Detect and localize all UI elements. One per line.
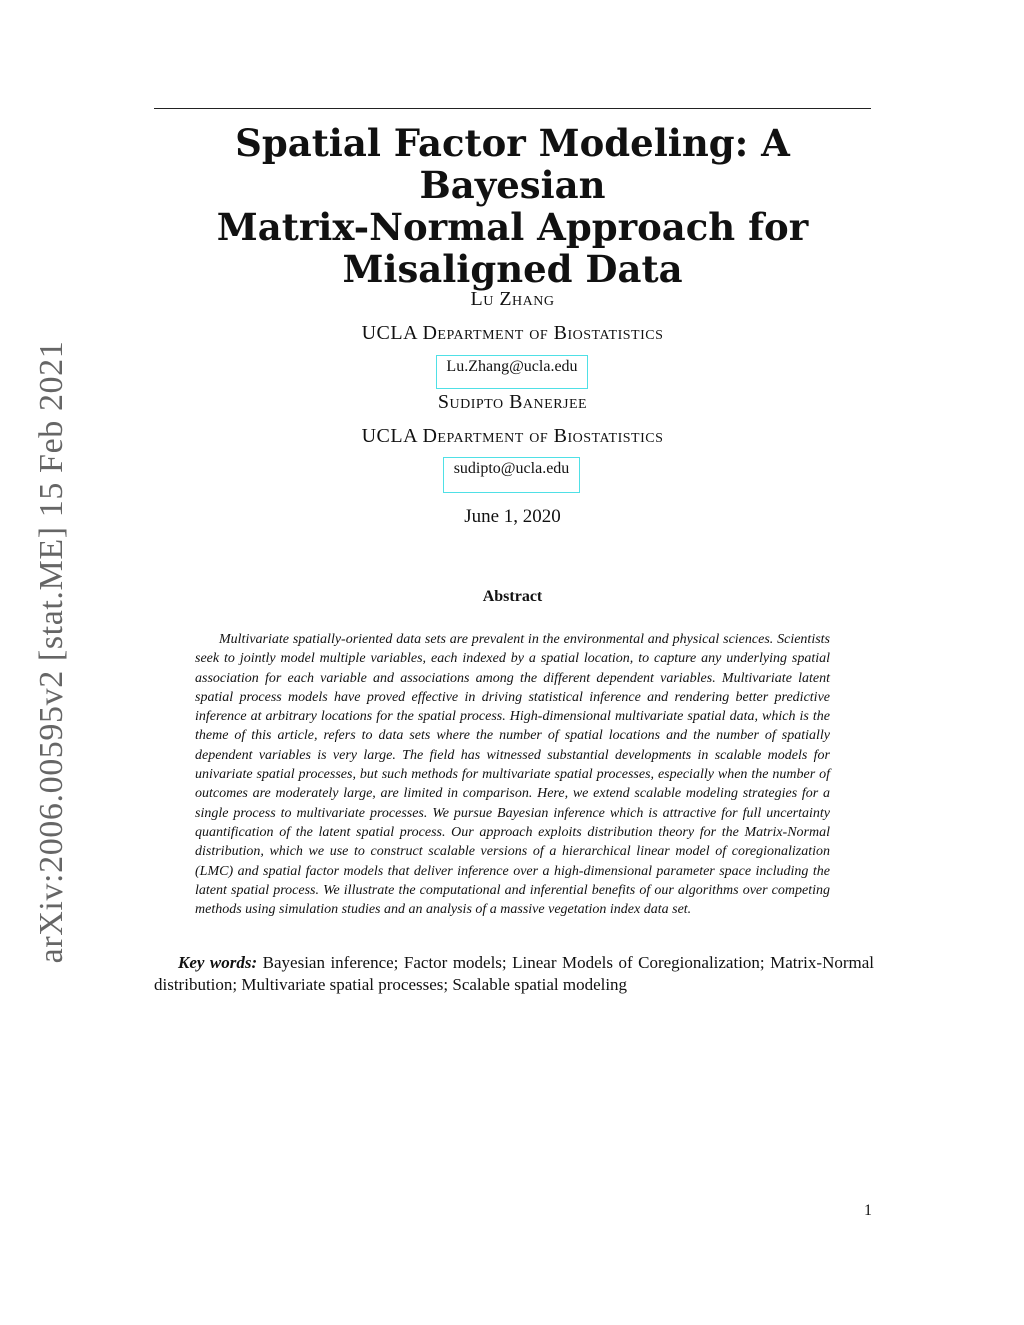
abstract-heading: Abstract (482, 588, 543, 605)
title-line: Misaligned Data (342, 247, 683, 291)
paper-title (154, 122, 871, 290)
author-name: Sudipto Banerjee (437, 391, 588, 413)
author-email: sudipto@ucla.edu (453, 460, 570, 477)
title-top-rule (154, 108, 871, 109)
author-email-link[interactable] (443, 457, 580, 493)
keywords-label: Key words: (178, 953, 258, 972)
paper-date: June 1, 2020 (464, 506, 561, 527)
title-line: Spatial Factor Modeling: A Bayesian (235, 121, 790, 207)
arxiv-stamp-text: arXiv:2006.00595v2 [stat.ME] 15 Feb 2021 (33, 340, 70, 964)
keywords (154, 952, 874, 996)
title-line: Matrix-Normal Approach for (216, 205, 809, 249)
author-email: Lu.Zhang@ucla.edu (446, 358, 578, 375)
page-number: 1 (864, 1202, 872, 1219)
abstract-text: Multivariate spatially-oriented data sets are prevalent in the environmental and physical sciences. Scientists seek to jointly model multiple variables, each indexed by a spatial location, to capture any underlying spatial association for each variable and associations among the different dependent variables. Multivariate latent spatial process models have proved effective in driving statistical inference and rendering better predictive inference at arbitrary locations for the spatial process. High-dimensional multivariate spatial data, which is the theme of this article, refers to data sets where the number of spatial locations and the number of spatially dependent variables is very large. The field has witnessed substantial developments in scalable models for univariate spatial processes, but such methods for multivariate spatial processes, especially when the number of outcomes are moderately large, are limited in comparison. Here, we extend scalable modeling strategies for a single process to multivariate processes. We pursue Bayesian inference which is attractive for full uncertainty quantification of the latent spatial process. Our approach exploits distribution theory for the Matrix-Normal distribution, which we use to construct scalable versions of a hierarchical linear model of coregionalization (LMC) and spatial factor models that deliver inference over a high-dimensional parameter space including the latent spatial process. We illustrate the computational and inferential benefits of our algorithms over competing methods using simulation studies and an analysis of a massive vegetation index data set. (195, 632, 830, 918)
author-affiliation: UCLA Department of Biostatistics (361, 425, 664, 447)
keywords-text: Bayesian inference; Factor models; Linear Models of Coregionalization; Matrix-Normal distribution; Multivariate spatial processes; Scalable spatial modeling (154, 953, 874, 994)
author-affiliation: UCLA Department of Biostatistics (361, 322, 664, 344)
author-name: Lu Zhang (470, 288, 555, 310)
author-email-link[interactable] (436, 355, 588, 389)
